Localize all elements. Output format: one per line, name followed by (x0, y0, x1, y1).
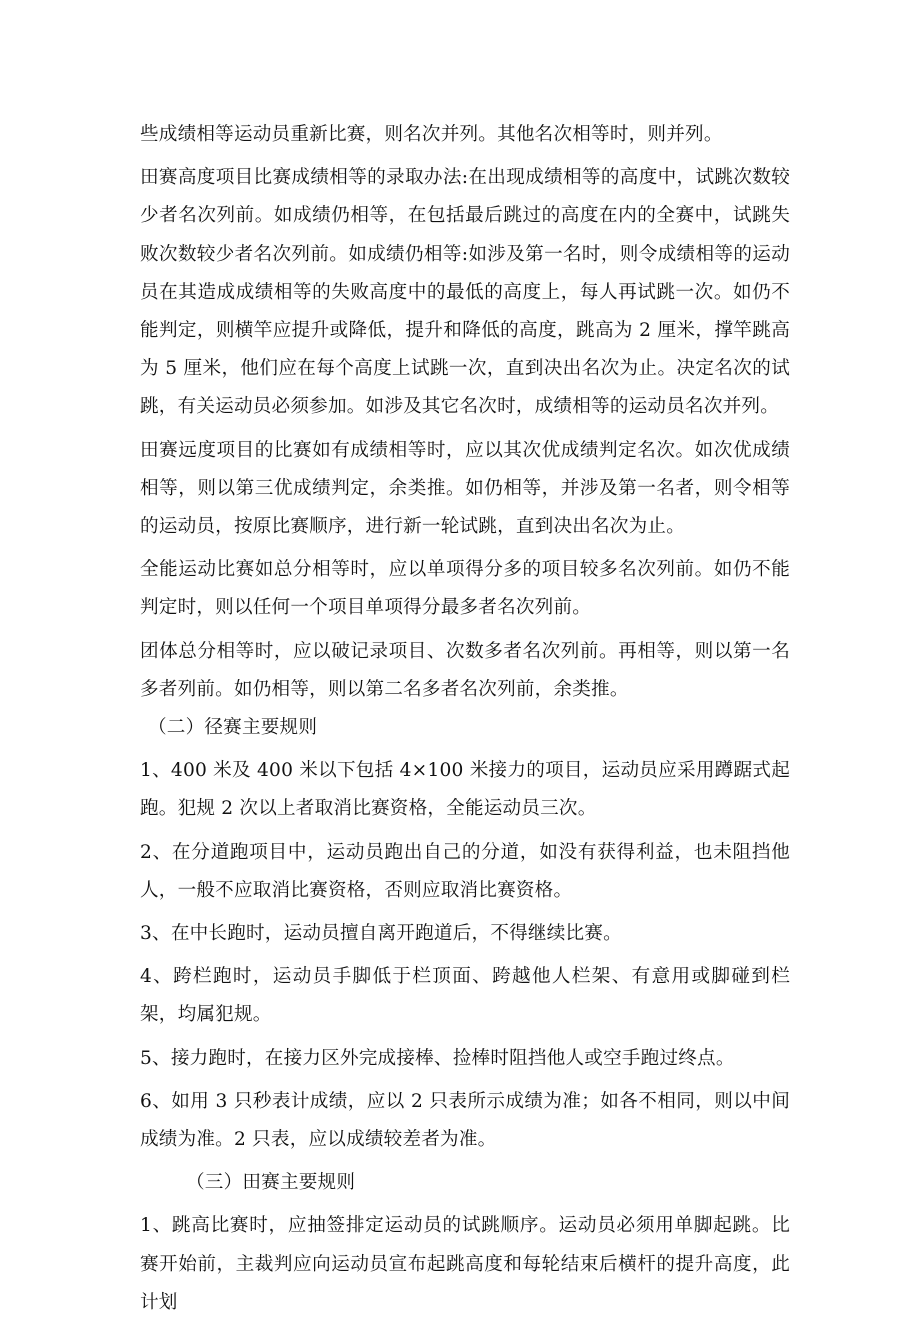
section-heading-track-rules: （二）径赛主要规则 (148, 717, 318, 739)
paragraph-combined-events-tie: 全能运动比赛如总分相等时，应以单项得分多的项目较多名次列前。如仍不能判定时，则以任何一个项目单项得分最多者名次列前。 (140, 559, 790, 619)
paragraph-high-jump-tie: 田赛高度项目比赛成绩相等的录取办法:在出现成绩相等的高度中，试跳次数较少者名次列前。如成绩仍相等，在包括最后跳过的高度在内的全赛中，试跳失败次数较少者名次列前。如成绩仍相等:如涉及第一名时，则令成绩相等的运动员在其造成成绩相等的失败高度中的最低的高度上，每人再试跳一次。如仍不能判定，则横竿应提升或降低，提升和降低的高度，跳高为 2 厘米，撑竿跳高为 5 厘米，他们应在每个高度上试跳一次，直到决出名次为止。决定名次的试跳，有关运动员必须参加。如涉及其它名次时，成绩相等的运动员名次并列。 (140, 167, 790, 418)
paragraph-team-score-tie: 团体总分相等时，应以破记录项目、次数多者名次列前。再相等，则以第一名多者列前。如仍相等，则以第二名多者名次列前，余类推。 (140, 640, 790, 700)
document-body (140, 116, 790, 1322)
paragraph-distance-tie: 田赛远度项目的比赛如有成绩相等时，应以其次优成绩判定名次。如次优成绩相等，则以第三优成绩判定，余类推。如仍相等，并涉及第一名者，则令相等的运动员，按原比赛顺序，进行新一轮试跳，直到决出名次为止。 (140, 439, 790, 538)
section-heading-field-rules: （三）田赛主要规则 (186, 1172, 356, 1194)
track-rule-3: 3、在中长跑时，运动员擅自离开跑道后，不得继续比赛。 (140, 923, 622, 945)
track-rule-6: 6、如用 3 只秒表计成绩，应以 2 只表所示成绩为准；如各不相同，则以中间成绩为准。2 只表，应以成绩较差者为准。 (140, 1090, 790, 1151)
field-rule-1: 1、跳高比赛时，应抽签排定运动员的试跳顺序。运动员必须用单脚起跳。比赛开始前，主裁判应向运动员宣布起跳高度和每轮结束后横杆的提升高度，此计划 (140, 1215, 790, 1313)
track-rule-2: 2、在分道跑项目中，运动员跑出自己的分道，如没有获得利益，也未阻挡他人，一般不应取消比赛资格，否则应取消比赛资格。 (140, 841, 790, 901)
track-rule-5: 5、接力跑时，在接力区外完成接棒、捡棒时阻挡他人或空手跑过终点。 (140, 1047, 735, 1069)
paragraph-tie-continuation: 些成绩相等运动员重新比赛，则名次并列。其他名次相等时，则并列。 (140, 124, 723, 145)
track-rule-4: 4、跨栏跑时，运动员手脚低于栏顶面、跨越他人栏架、有意用或脚碰到栏架，均属犯规。 (140, 966, 790, 1026)
track-rule-1: 1、400 米及 400 米以下包括 4×100 米接力的项目，运动员应采用蹲踞式起跑。犯规 2 次以上者取消比赛资格，全能运动员三次。 (140, 760, 790, 820)
